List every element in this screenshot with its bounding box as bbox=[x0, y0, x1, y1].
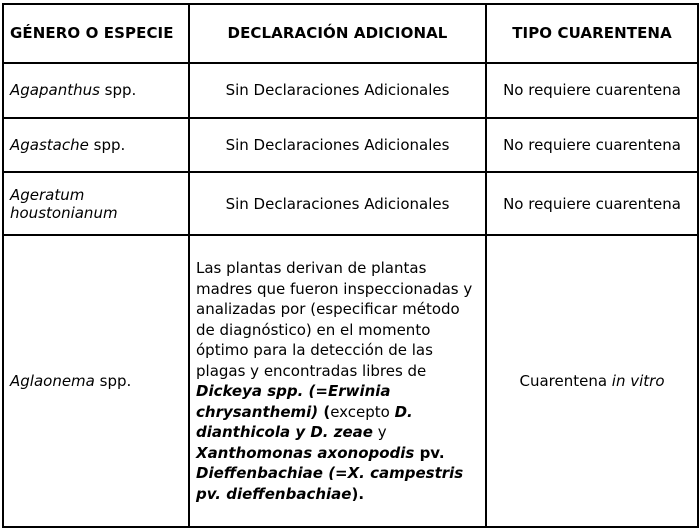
quarantine-text-italic: in vitro bbox=[611, 372, 665, 391]
genus-cell bbox=[3, 63, 189, 118]
genus-cell bbox=[3, 118, 189, 173]
table-row bbox=[3, 63, 698, 118]
table-row bbox=[3, 235, 698, 527]
quarantine-text: Cuarentena bbox=[519, 372, 612, 391]
quarantine-cell: No requiere cuarentena bbox=[486, 118, 698, 173]
header-quarantine: TIPO CUARENTENA bbox=[486, 4, 698, 63]
table-row bbox=[3, 118, 698, 173]
declaration-text: y bbox=[372, 423, 387, 442]
declaration-text: ( bbox=[318, 402, 331, 421]
pest-name: Dieffenbachiae (=X. campestris pv. dieffenbachiae bbox=[196, 464, 464, 503]
genus-name: Ageratum houstonianum bbox=[10, 185, 118, 222]
declaration-cell: Sin Declaraciones Adicionales bbox=[189, 118, 486, 173]
genus-suffix: spp. bbox=[94, 372, 132, 391]
genus-suffix: spp. bbox=[88, 135, 126, 154]
genus-cell bbox=[3, 235, 189, 527]
genus-suffix: spp. bbox=[99, 81, 137, 100]
quarantine-cell: No requiere cuarentena bbox=[486, 172, 698, 235]
pest-name: Xanthomonas axonopodis bbox=[196, 443, 415, 462]
pest-name: Dickeya spp. (=Erwinia chrysanthemi) bbox=[196, 382, 391, 421]
declaration-text: Las plantas derivan de plantas madres que fueron inspeccionadas y analizadas por (especificar método de diagnóstico) en el momento óptimo para la detección de las plagas y encontradas libres de bbox=[196, 259, 473, 380]
declaration-cell: Sin Declaraciones Adicionales bbox=[189, 172, 486, 235]
declaration-text: ). bbox=[351, 484, 365, 503]
phytosanitary-requirements-table bbox=[2, 3, 699, 528]
quarantine-cell bbox=[486, 235, 698, 527]
genus-name: Agapanthus bbox=[10, 81, 100, 100]
table-header-row bbox=[3, 4, 698, 63]
quarantine-cell: No requiere cuarentena bbox=[486, 63, 698, 118]
header-genus: GÉNERO O ESPECIE bbox=[3, 4, 189, 63]
genus-name: Agastache bbox=[10, 135, 89, 154]
declaration-text: pv. bbox=[414, 443, 445, 462]
header-declaration: DECLARACIÓN ADICIONAL bbox=[189, 4, 486, 63]
declaration-cell: Sin Declaraciones Adicionales bbox=[189, 63, 486, 118]
declaration-text: excepto bbox=[330, 402, 395, 421]
declaration-cell bbox=[189, 235, 486, 527]
genus-cell bbox=[3, 172, 189, 235]
table-row bbox=[3, 172, 698, 235]
pest-name: D. dianthicola y D. zeae bbox=[196, 402, 413, 442]
genus-name: Aglaonema bbox=[10, 372, 95, 391]
